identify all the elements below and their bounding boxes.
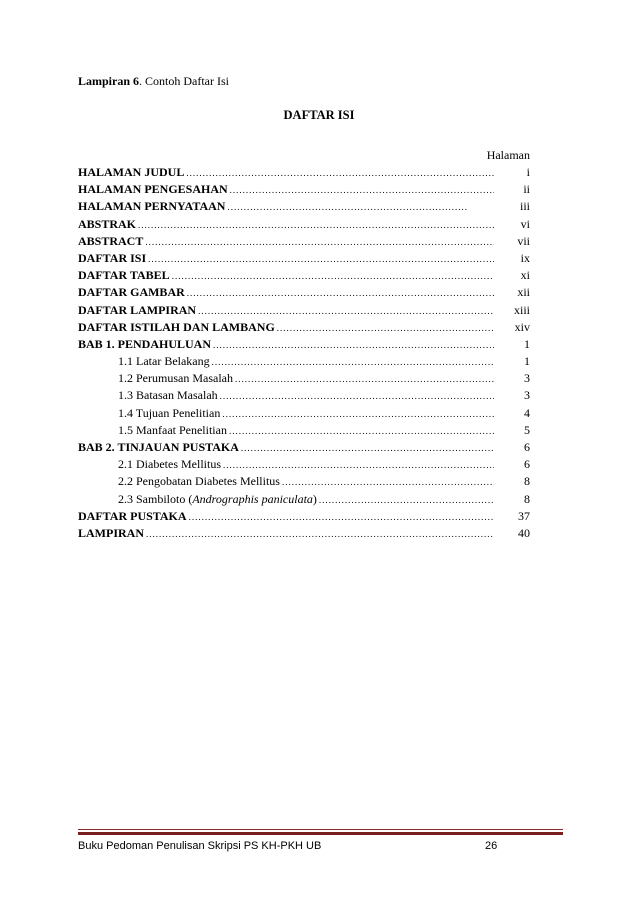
toc-entry-label [118, 473, 280, 490]
toc-entry-label [78, 508, 187, 525]
toc-entry-label [78, 284, 185, 301]
table-of-contents [78, 164, 530, 542]
dot-leader [145, 234, 494, 251]
toc-entry-section [78, 473, 530, 490]
dot-leader [189, 509, 494, 526]
toc-entry-chapter [78, 508, 530, 525]
toc-entry-chapter [78, 250, 530, 267]
toc-page-number: 37 [518, 508, 530, 523]
toc-entry-text: DAFTAR LAMPIRAN [78, 302, 197, 317]
toc-entry-text: 1.3 Batasan Masalah [118, 388, 218, 403]
dot-leader [220, 388, 494, 405]
toc-page-number: xiv [514, 319, 530, 334]
page-column-label: Halaman [486, 148, 530, 162]
toc-page-number: xi [520, 268, 530, 283]
dot-leader [319, 492, 494, 509]
toc-page-number: xii [517, 285, 530, 300]
dot-leader [187, 285, 494, 302]
toc-page-number: 5 [524, 422, 530, 437]
toc-entry-label [78, 198, 225, 215]
toc-page-number: 6 [524, 440, 530, 454]
footer-rule-thick [78, 832, 563, 835]
footer-rule-thin [78, 829, 563, 830]
toc-entry-label [118, 456, 221, 473]
footer-page-number: 26 [485, 840, 498, 852]
appendix-caption [78, 74, 229, 89]
toc-entry-label [118, 387, 218, 404]
footer-title: Buku Pedoman Penulisan Skripsi PS KH-PKH UB [78, 840, 322, 852]
toc-entry-label [78, 319, 275, 336]
dot-leader [148, 251, 494, 268]
dot-leader [186, 165, 494, 182]
toc-page-number: 8 [524, 491, 530, 506]
toc-entry-text-suffix: ) [312, 491, 317, 506]
toc-entry-label [78, 439, 239, 456]
toc-entry-text: 2.2 Pengobatan Diabetes Mellitus [118, 474, 280, 489]
toc-entry-label [78, 250, 146, 267]
toc-page-number: vi [520, 216, 530, 231]
toc-entry-label [118, 491, 317, 508]
toc-page-number: 40 [518, 525, 530, 540]
toc-entry-text: 1.1 Latar Belakang [118, 354, 210, 369]
dot-leader [198, 303, 494, 320]
toc-page-number: 3 [524, 371, 530, 386]
page-title: DAFTAR ISI [283, 108, 355, 122]
toc-entry-label [118, 405, 220, 422]
toc-page-number: xiii [513, 302, 530, 317]
toc-entry-text: DAFTAR PUSTAKA [78, 508, 187, 523]
toc-entry-text: DAFTAR ISI [78, 250, 147, 265]
dot-leader [212, 354, 494, 371]
toc-page-number: 8 [524, 474, 530, 489]
toc-entry-label [78, 336, 211, 353]
toc-page-number: iii [519, 199, 530, 214]
toc-entry-chapter [78, 216, 530, 233]
appendix-caption-label: Lampiran 6 [78, 74, 140, 88]
toc-entry-section [78, 353, 530, 370]
dot-leader [213, 337, 494, 354]
toc-entry-label [78, 233, 143, 250]
toc-entry-section [78, 405, 530, 422]
toc-entry-text: ABSTRACT [78, 233, 144, 248]
toc-entry-section [78, 491, 530, 508]
toc-entry-chapter [78, 233, 530, 250]
toc-entry-text: DAFTAR TABEL [78, 268, 170, 283]
toc-entry-label [78, 525, 144, 542]
toc-page-number: ii [523, 182, 530, 197]
toc-entry-text: 1.2 Perumusan Masalah [118, 371, 233, 386]
toc-entry-section [78, 387, 530, 404]
toc-page-number: vii [517, 233, 530, 248]
toc-entry-text: BAB 2. TINJAUAN PUSTAKA [78, 440, 239, 454]
dot-leader [138, 217, 494, 234]
toc-page-number: ix [520, 250, 530, 265]
dot-leader [222, 406, 494, 423]
dot-leader [230, 182, 494, 199]
toc-entry-chapter [78, 336, 530, 353]
toc-entry-label [118, 353, 210, 370]
appendix-caption-text: . Contoh Daftar Isi [139, 74, 229, 88]
dot-leader [229, 423, 494, 440]
toc-entry-text: DAFTAR GAMBAR [78, 285, 185, 300]
toc-page-number: 1 [524, 336, 530, 351]
toc-entry-label [78, 302, 196, 319]
toc-page-number: 6 [524, 457, 530, 472]
dot-leader [277, 320, 494, 337]
toc-entry-label [78, 216, 136, 233]
toc-entry-text: ABSTRAK [78, 216, 137, 231]
toc-entry-text: 1.5 Manfaat Penelitian [118, 422, 227, 437]
toc-entry-chapter [78, 302, 530, 319]
toc-entry-text: BAB 1. PENDAHULUAN [78, 336, 212, 351]
toc-entry-section [78, 370, 530, 387]
toc-page-number: i [526, 165, 530, 179]
toc-entry-section [78, 456, 530, 473]
toc-entry-label [78, 267, 170, 284]
toc-entry-chapter [78, 267, 530, 284]
dot-leader [146, 526, 494, 543]
toc-entry-label [118, 370, 233, 387]
toc-page-number: 4 [524, 405, 530, 420]
toc-entry-label [78, 164, 184, 181]
toc-entry-text: DAFTAR ISTILAH DAN LAMBANG [78, 319, 275, 334]
toc-entry-label [118, 422, 227, 439]
toc-entry-chapter [78, 198, 530, 215]
dot-leader [282, 474, 494, 491]
toc-entry-text: 2.3 Sambiloto ( [118, 491, 193, 506]
toc-entry-chapter [78, 439, 530, 456]
toc-entry-chapter [78, 284, 530, 301]
toc-entry-text: HALAMAN PENGESAHAN [78, 182, 228, 197]
toc-entry-text: LAMPIRAN [78, 525, 144, 540]
toc-entry-text: HALAMAN JUDUL [78, 165, 185, 179]
toc-entry-chapter [78, 319, 530, 336]
toc-page-number: 1 [524, 354, 530, 369]
toc-entry-section [78, 422, 530, 439]
dot-leader [227, 199, 468, 216]
toc-entry-text: 1.4 Tujuan Penelitian [118, 405, 221, 420]
toc-entry-italic-text: Andrographis paniculata [192, 491, 313, 506]
dot-leader [223, 457, 494, 474]
dot-leader [172, 268, 494, 285]
toc-entry-chapter [78, 164, 530, 181]
toc-entry-text: HALAMAN PERNYATAAN [78, 199, 226, 214]
dot-leader [235, 371, 494, 388]
toc-entry-chapter [78, 181, 530, 198]
dot-leader [241, 440, 494, 457]
toc-entry-text: 2.1 Diabetes Mellitus [118, 457, 221, 472]
toc-entry-chapter [78, 525, 530, 542]
toc-entry-label [78, 181, 228, 198]
toc-page-number: 3 [524, 388, 530, 403]
